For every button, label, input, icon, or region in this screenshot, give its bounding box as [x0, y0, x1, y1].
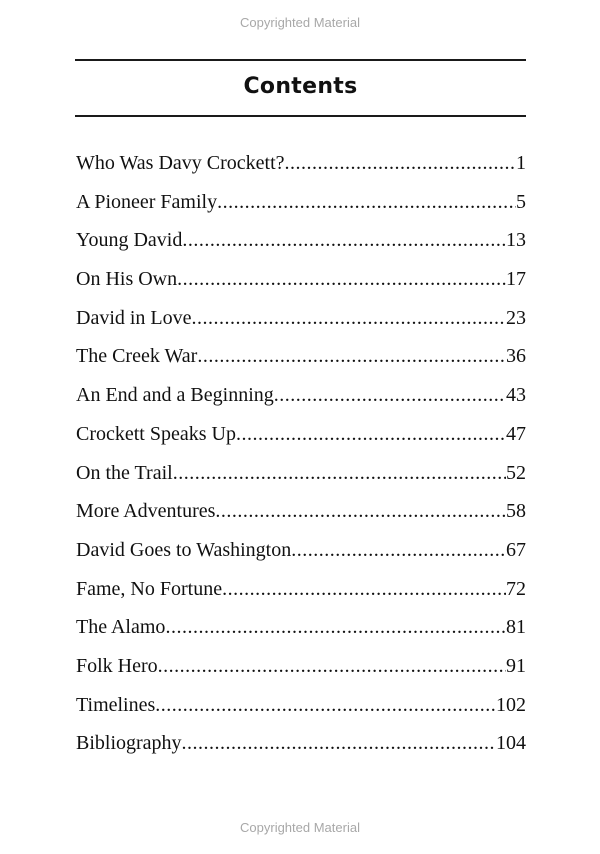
toc-dot-leader: [165, 612, 506, 642]
toc-entry-title: More Adventures: [76, 500, 216, 523]
toc-entry-title: David in Love: [76, 306, 192, 329]
toc-entry-title: On His Own: [76, 268, 178, 291]
title-underline-rule: [75, 115, 526, 117]
toc-page-number: 52: [506, 461, 526, 484]
toc-page-number: 43: [506, 384, 526, 407]
toc-page-number: 1: [516, 152, 526, 174]
toc-page-number: 81: [506, 616, 526, 639]
toc-dot-leader: [182, 728, 496, 758]
toc-entry-title: Folk Hero: [76, 654, 158, 677]
toc-dot-leader: [177, 264, 506, 294]
toc-entry: [76, 651, 526, 690]
toc-entry: [76, 496, 526, 535]
toc-entry: [76, 187, 526, 226]
toc-dot-leader: [215, 496, 506, 526]
toc-page-number: 36: [506, 345, 526, 368]
toc-page-number: 13: [506, 229, 526, 252]
toc-page-number: 91: [506, 654, 526, 677]
toc-dot-leader: [173, 458, 506, 488]
toc-dot-leader: [291, 535, 506, 565]
toc-entry-title: Young David: [76, 229, 183, 252]
toc-page-number: 5: [516, 190, 526, 213]
toc-entry-title: Fame, No Fortune: [76, 577, 223, 600]
toc-dot-leader: [222, 574, 506, 604]
toc-entry: [76, 690, 526, 729]
toc-entry-title: Timelines: [76, 693, 156, 716]
toc-entry-title: Bibliography: [76, 732, 182, 755]
toc-dot-leader: [197, 341, 506, 371]
toc-entry: [76, 148, 526, 187]
toc-page-number: 23: [506, 306, 526, 329]
toc-entry-title: Crockett Speaks Up: [76, 422, 236, 445]
toc-entry-title: David Goes to Washington: [76, 538, 292, 561]
toc-entry: [76, 341, 526, 380]
toc-entry: [76, 535, 526, 574]
toc-dot-leader: [285, 148, 516, 178]
toc-dot-leader: [236, 419, 506, 449]
toc-dot-leader: [158, 651, 506, 681]
toc-entry: [76, 264, 526, 303]
toc-page-number: 104: [496, 732, 526, 755]
toc-entry: [76, 574, 526, 613]
table-of-contents: [76, 148, 526, 767]
copyright-watermark-top: Copyrighted Material: [240, 15, 360, 30]
toc-entry: [76, 612, 526, 651]
toc-entry: [76, 225, 526, 264]
toc-dot-leader: [274, 380, 506, 410]
toc-entry-title: On the Trail: [76, 461, 173, 484]
toc-entry: [76, 728, 526, 767]
toc-entry-title: An End and a Beginning: [76, 384, 274, 407]
toc-dot-leader: [182, 225, 506, 255]
toc-entry: [76, 380, 526, 419]
copyright-watermark-bottom: Copyrighted Material: [240, 820, 360, 835]
toc-entry: [76, 458, 526, 497]
toc-dot-leader: [155, 690, 496, 720]
page-title: Contents: [243, 74, 358, 99]
toc-page-number: 67: [506, 538, 526, 561]
toc-entry: [76, 303, 526, 342]
toc-dot-leader: [217, 187, 516, 217]
toc-entry-title: Who Was Davy Crockett?: [76, 152, 285, 174]
toc-entry: [76, 419, 526, 458]
toc-page-number: 47: [506, 422, 526, 445]
toc-dot-leader: [192, 303, 506, 333]
top-rule: [75, 59, 526, 61]
toc-page-number: 17: [506, 268, 526, 291]
toc-entry-title: The Alamo: [76, 616, 166, 639]
toc-entry-title: A Pioneer Family: [76, 190, 218, 213]
toc-page-number: 102: [496, 693, 526, 716]
toc-page-number: 72: [506, 577, 526, 600]
toc-page-number: 58: [506, 500, 526, 523]
toc-entry-title: The Creek War: [76, 345, 198, 368]
